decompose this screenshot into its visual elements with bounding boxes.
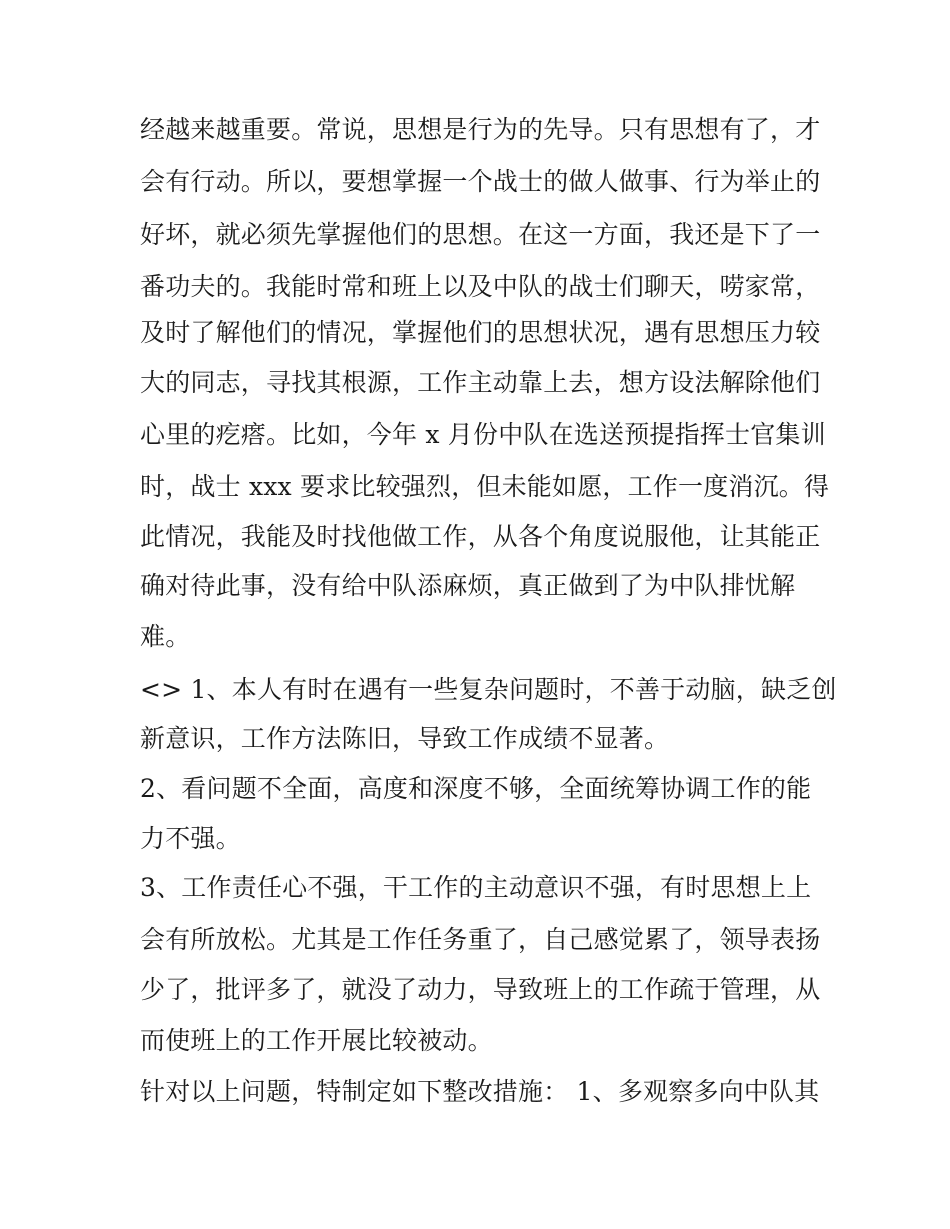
list-item-text-line: 会有所放松。尤其是工作任务重了，自己感觉累了，领导表扬	[140, 925, 821, 954]
body-text-line: 针对以上问题，特制定如下整改措施： 1、多观察多向中队其	[140, 1077, 820, 1106]
body-text-line: 时，战士 xxx 要求比较强烈，但未能如愿，工作一度消沉。得	[140, 472, 830, 501]
body-text-line: 大的同志，寻找其根源，工作主动靠上去，想方设法解除他们	[140, 368, 821, 397]
body-text-line: 心里的疙瘩。比如，今年 x 月份中队在选送预提指挥士官集训	[140, 420, 826, 449]
list-item-text-line: 力不强。	[140, 824, 241, 853]
list-item-text-line: 少了，批评多了，就没了动力，导致班上的工作疏于管理，从	[140, 975, 821, 1004]
body-text-line: 会有行动。所以，要想掌握一个战士的做人做事、行为举止的	[140, 167, 821, 196]
body-text-line: 番功夫的。我能时常和班上以及中队的战士们聊天，唠家常，	[140, 272, 821, 301]
body-text-line: 确对待此事，没有给中队添麻烦，真正做到了为中队排忧解	[140, 571, 796, 600]
body-text-line: 此情况，我能及时找他做工作，从各个角度说服他，让其能正	[140, 522, 821, 551]
body-text-line: 难。	[140, 622, 191, 651]
body-text-line: 经越来越重要。常说，思想是行为的先导。只有思想有了，才	[140, 115, 821, 144]
body-text-line: 好坏，就必须先掌握他们的思想。在这一方面，我还是下了一	[140, 220, 821, 249]
body-text-line: 及时了解他们的情况，掌握他们的思想状况，遇有思想压力较	[140, 318, 821, 347]
list-item-text-line: <> 1、本人有时在遇有一些复杂问题时，不善于动脑，缺乏创	[140, 675, 837, 704]
list-item-text-line: 而使班上的工作开展比较被动。	[140, 1026, 493, 1055]
list-item-text-line: 新意识，工作方法陈旧，导致工作成绩不显著。	[140, 724, 670, 753]
list-item-text-line: 2、看问题不全面，高度和深度不够，全面统筹协调工作的能	[140, 774, 812, 803]
list-item-text-line: 3、工作责任心不强，干工作的主动意识不强，有时思想上上	[140, 873, 812, 902]
